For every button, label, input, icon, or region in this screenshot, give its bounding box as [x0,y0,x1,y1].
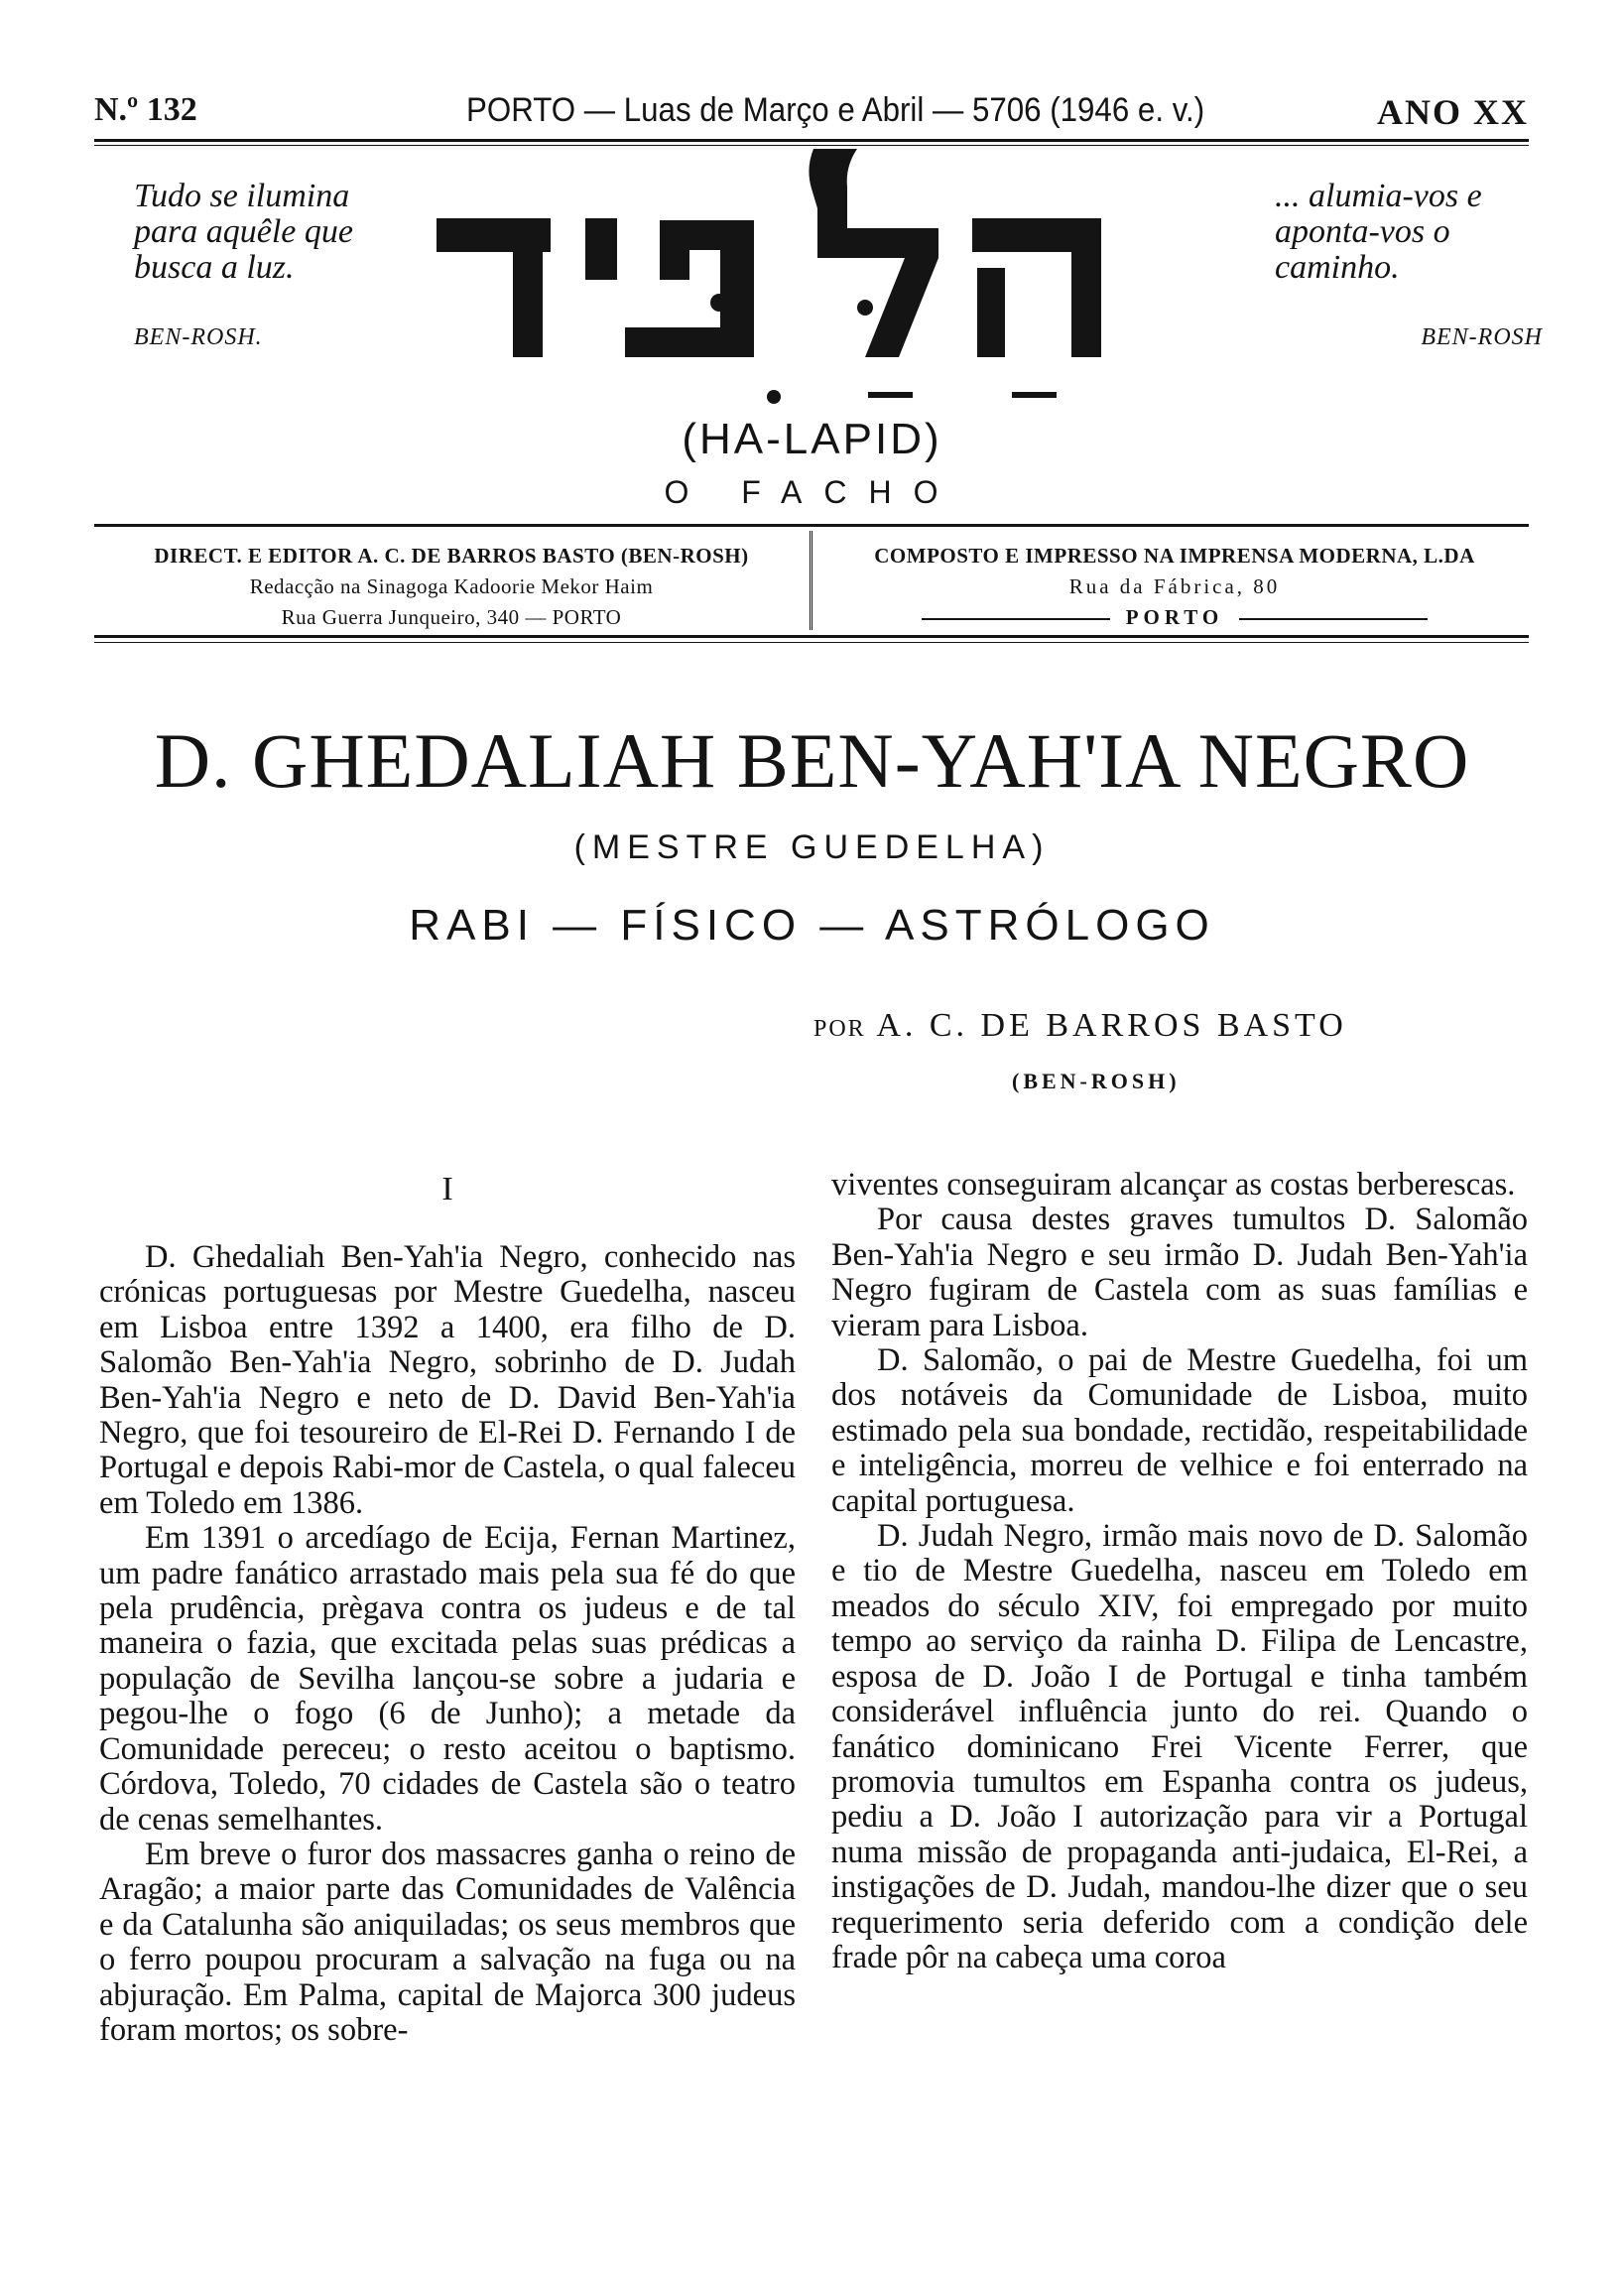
paragraph: Em breve o furor dos massacres ganha o reino de Aragão; a maior parte das Comunidades de Valência e da Catalunha são aniquiladas; os seus membros que o ferro poupou procuram a salvação na fuga ou na abjuração. Em Palma, capital de Majorca 300 judeus foram mortos; os sobre- [99,1836,796,2048]
paragraph: D. Ghedaliah Ben-Yah'ia Negro, conhecido nas crónicas portuguesas por Mestre Guedelha, nasceu em Lisboa entre 1392 a 1400, era filho de D. Salomão Ben-Yah'ia Negro, sobrinho de D. Judah Ben-Yah'ia Negro e neto de D. David Ben-Yah'ia Negro, que foi tesoureiro de El-Rei D. Fernando I de Portugal e depois Rabi-mor de Castela, o qual faleceu em Toledo em 1386. [99,1239,796,1521]
issue-number: N.º 132 [94,91,197,128]
body-column-left [99,1240,796,2048]
editorial-director: DIRECT. E EDITOR A. C. DE BARROS BASTO (BEN-ROSH) [154,544,749,568]
section-numeral: I [441,1171,453,1207]
paragraph: Em 1391 o arcedíago de Ecija, Fernan Martinez, um padre fanático arrastado mais pela sua fé do que pela prudência, prègava contra os judeus e de tal maneira o fazia, que excitada pelas suas prédicas a população de Sevilha lançou-se sobre a judaria e pegou-lhe o fogo (6 de Junho); a metade da Comunidade pereceu; o resto aceitou o baptismo. Córdova, Toledo, 70 cidades de Castela são o teatro de cenas semelhantes. [99,1520,796,1838]
article-byline [813,1007,1347,1045]
header-rule [94,139,1529,142]
motto-right-text: ... alumia-vos e aponta-vos o caminho. [1275,178,1482,286]
article-roles: RABI — FÍSICO — ASTRÓLOGO [409,901,1215,950]
editorial-rule-top [94,524,1529,527]
masthead-portuguese: O FACHO [664,474,960,510]
editorial-separator [810,531,812,630]
printer-line: COMPOSTO E IMPRESSO NA IMPRENSA MODERNA, L.DA [874,544,1475,568]
motto-right-signature: BEN-ROSH [1421,324,1543,350]
printer-city: PORTO [1125,605,1224,629]
paragraph: viventes conseguiram alcançar as costas berberescas. [831,1167,1516,1203]
editorial-left [94,541,809,633]
paragraph: D. Judah Negro, irmão mais novo de D. Salomão e tio de Mestre Guedelha, nasceu em Toledo em meados do século XIV, foi empregado por muito tempo ao serviço da rainha D. Filipa de Lencastre, esposa de D. João I de Portugal e tinha também considerável influência junto do rei. Quando o fanático dominicano Frei Vicente Ferrer, que promovia tumultos em Espanha contra os judeus, pediu a D. João I autorização para vir a Portugal numa missão de propaganda anti-judaica, El-Rei, a instigações de D. Judah, mandou-lhe dizer que o seu requerimento seria deferido com a condição dele frade pôr na cabeça uma coroa [831,1518,1528,1975]
header-rule-thin [94,145,1529,146]
masthead-logo [417,149,1230,437]
editorial-rule-bottom [94,635,1529,638]
body-column-right [831,1168,1528,1975]
masthead-latin: (HA-LAPID) [682,415,942,463]
paragraph: Por causa destes graves tumultos D. Salomão Ben-Yah'ia Negro e seu irmão D. Judah Ben-Yah'ia Negro fugiram de Castela com as suas famílias e vieram para Lisboa. [831,1202,1528,1343]
byline-author: A. C. DE BARROS BASTO [876,1007,1347,1044]
issue-year: ANO XX [1377,92,1529,132]
motto-right [1275,179,1543,355]
article-title: D. GHEDALIAH BEN-YAH'IA NEGRO [154,717,1470,804]
editorial-address: Redacção na Sinagoga Kadoorie Mekor Haim [249,574,654,598]
motto-left-text: Tudo se ilumina para aquêle que busca a luz. [134,178,353,286]
editorial-street: Rua Guerra Junqueiro, 340 — PORTO [281,605,622,629]
editorial-rule-bottom-thin [94,642,1529,643]
editorial-right [819,541,1530,633]
printer-street: Rua da Fábrica, 80 [1068,574,1281,598]
motto-left [134,179,382,355]
byline-prefix: POR [813,1016,866,1042]
paragraph: D. Salomão, o pai de Mestre Guedelha, foi um dos notáveis da Comunidade de Lisboa, muito estimado pela sua bondade, rectidão, respeitabilidade e inteligência, morreu de velhice e foi enterrado na capital portuguesa. [831,1342,1528,1519]
motto-left-signature: BEN-ROSH. [134,324,263,350]
issue-dateline: PORTO — Luas de Março e Abril — 5706 (1946 e. v.) [466,91,1205,129]
byline-pseudonym: (BEN-ROSH) [1012,1069,1181,1093]
article-subtitle: (MESTRE GUEDELHA) [573,828,1051,866]
